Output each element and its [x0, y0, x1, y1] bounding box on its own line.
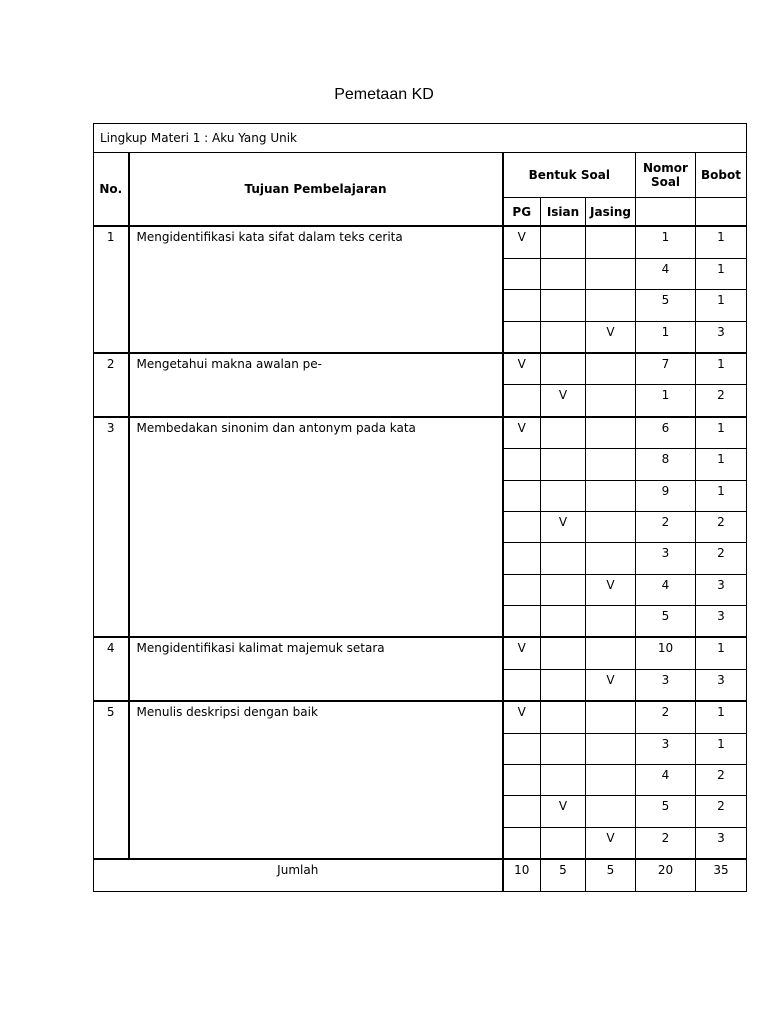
cell-tujuan: Membedakan sinonim dan antonym pada kata	[129, 417, 503, 638]
total-bobot: 35	[696, 859, 747, 891]
table-row	[94, 637, 747, 669]
header-bobot-empty	[696, 198, 747, 227]
cell-bobot: 2	[696, 385, 747, 417]
cell-nomor-soal: 10	[636, 637, 696, 669]
cell-jasing	[586, 385, 636, 417]
cell-bobot: 3	[696, 321, 747, 353]
cell-isian	[541, 226, 586, 258]
cell-no: 1	[94, 226, 129, 353]
cell-bobot: 1	[696, 258, 747, 289]
header-jasing: Jasing	[586, 198, 636, 227]
cell-bobot: 1	[696, 701, 747, 733]
table-row	[94, 226, 747, 258]
cell-jasing	[586, 606, 636, 638]
cell-bobot: 2	[696, 511, 747, 542]
cell-nomor-soal: 2	[636, 827, 696, 859]
cell-no: 4	[94, 637, 129, 701]
cell-jasing: V	[586, 669, 636, 701]
cell-nomor-soal: 4	[636, 574, 696, 605]
cell-nomor-soal: 2	[636, 701, 696, 733]
cell-jasing	[586, 543, 636, 574]
cell-bobot: 1	[696, 290, 747, 321]
cell-isian	[541, 353, 586, 385]
cell-pg	[503, 511, 541, 542]
cell-isian: V	[541, 796, 586, 827]
cell-jasing: V	[586, 321, 636, 353]
cell-jasing	[586, 637, 636, 669]
cell-nomor-soal: 3	[636, 543, 696, 574]
cell-isian	[541, 733, 586, 764]
cell-jasing	[586, 480, 636, 511]
cell-pg	[503, 385, 541, 417]
cell-isian	[541, 701, 586, 733]
cell-nomor-soal: 5	[636, 290, 696, 321]
cell-tujuan: Mengidentifikasi kata sifat dalam teks cerita	[129, 226, 503, 353]
cell-isian	[541, 480, 586, 511]
cell-nomor-soal: 5	[636, 796, 696, 827]
lingkup-materi: Lingkup Materi 1 : Aku Yang Unik	[94, 124, 747, 153]
cell-pg	[503, 827, 541, 859]
cell-nomor-soal: 7	[636, 353, 696, 385]
cell-nomor-soal: 1	[636, 226, 696, 258]
cell-nomor-soal: 9	[636, 480, 696, 511]
table-row	[94, 353, 747, 385]
cell-nomor-soal: 3	[636, 669, 696, 701]
total-label: Jumlah	[94, 859, 503, 891]
total-pg: 10	[503, 859, 541, 891]
cell-isian	[541, 574, 586, 605]
cell-bobot: 3	[696, 606, 747, 638]
page-title: Pemetaan KD	[334, 86, 434, 103]
cell-tujuan: Mengetahui makna awalan pe-	[129, 353, 503, 417]
total-isian: 5	[541, 859, 586, 891]
cell-pg	[503, 606, 541, 638]
cell-bobot: 2	[696, 765, 747, 796]
cell-tujuan: Mengidentifikasi kalimat majemuk setara	[129, 637, 503, 701]
cell-bobot: 1	[696, 226, 747, 258]
header-isian: Isian	[541, 198, 586, 227]
cell-jasing	[586, 417, 636, 449]
cell-nomor-soal: 6	[636, 417, 696, 449]
cell-pg	[503, 480, 541, 511]
cell-pg	[503, 543, 541, 574]
cell-nomor-soal: 5	[636, 606, 696, 638]
cell-pg	[503, 796, 541, 827]
cell-bobot: 2	[696, 543, 747, 574]
cell-bobot: 1	[696, 417, 747, 449]
cell-isian	[541, 449, 586, 480]
cell-jasing	[586, 511, 636, 542]
cell-isian	[541, 606, 586, 638]
total-row	[94, 859, 747, 891]
header-tujuan: Tujuan Pembelajaran	[129, 153, 503, 227]
cell-bobot: 3	[696, 827, 747, 859]
cell-bobot: 1	[696, 353, 747, 385]
cell-nomor-soal: 1	[636, 385, 696, 417]
cell-tujuan: Menulis deskripsi dengan baik	[129, 701, 503, 859]
cell-pg	[503, 733, 541, 764]
cell-pg	[503, 765, 541, 796]
cell-jasing	[586, 258, 636, 289]
cell-pg	[503, 290, 541, 321]
cell-isian	[541, 258, 586, 289]
header-pg: PG	[503, 198, 541, 227]
header-nomor-soal: Nomor Soal	[636, 153, 696, 198]
cell-no: 2	[94, 353, 129, 417]
cell-pg: V	[503, 417, 541, 449]
cell-nomor-soal: 2	[636, 511, 696, 542]
cell-bobot: 1	[696, 449, 747, 480]
cell-isian	[541, 637, 586, 669]
cell-pg: V	[503, 353, 541, 385]
cell-bobot: 1	[696, 733, 747, 764]
cell-isian	[541, 827, 586, 859]
cell-jasing	[586, 733, 636, 764]
cell-isian: V	[541, 385, 586, 417]
cell-pg	[503, 258, 541, 289]
total-jasing: 5	[586, 859, 636, 891]
cell-isian	[541, 765, 586, 796]
cell-pg: V	[503, 637, 541, 669]
cell-bobot: 2	[696, 796, 747, 827]
header-bobot: Bobot	[696, 153, 747, 198]
cell-jasing: V	[586, 827, 636, 859]
cell-bobot: 1	[696, 480, 747, 511]
header-nomor-empty	[636, 198, 696, 227]
cell-nomor-soal: 8	[636, 449, 696, 480]
cell-jasing	[586, 701, 636, 733]
cell-nomor-soal: 3	[636, 733, 696, 764]
cell-jasing	[586, 290, 636, 321]
cell-jasing	[586, 353, 636, 385]
kd-mapping-table	[93, 123, 747, 892]
cell-pg	[503, 321, 541, 353]
cell-isian	[541, 417, 586, 449]
header-bentuk-soal: Bentuk Soal	[503, 153, 636, 198]
cell-isian	[541, 321, 586, 353]
cell-isian	[541, 290, 586, 321]
table-row	[94, 417, 747, 449]
cell-pg	[503, 449, 541, 480]
cell-isian	[541, 543, 586, 574]
cell-no: 5	[94, 701, 129, 859]
cell-jasing: V	[586, 574, 636, 605]
cell-jasing	[586, 226, 636, 258]
cell-jasing	[586, 449, 636, 480]
cell-nomor-soal: 4	[636, 258, 696, 289]
cell-jasing	[586, 796, 636, 827]
cell-pg: V	[503, 226, 541, 258]
table-body	[94, 226, 747, 859]
cell-jasing	[586, 765, 636, 796]
cell-bobot: 1	[696, 637, 747, 669]
cell-isian	[541, 669, 586, 701]
cell-pg: V	[503, 701, 541, 733]
cell-nomor-soal: 4	[636, 765, 696, 796]
header-no: No.	[94, 153, 129, 227]
cell-bobot: 3	[696, 669, 747, 701]
table-row	[94, 701, 747, 733]
cell-pg	[503, 669, 541, 701]
cell-nomor-soal: 1	[636, 321, 696, 353]
cell-isian: V	[541, 511, 586, 542]
total-nomor: 20	[636, 859, 696, 891]
cell-pg	[503, 574, 541, 605]
cell-bobot: 3	[696, 574, 747, 605]
cell-no: 3	[94, 417, 129, 638]
